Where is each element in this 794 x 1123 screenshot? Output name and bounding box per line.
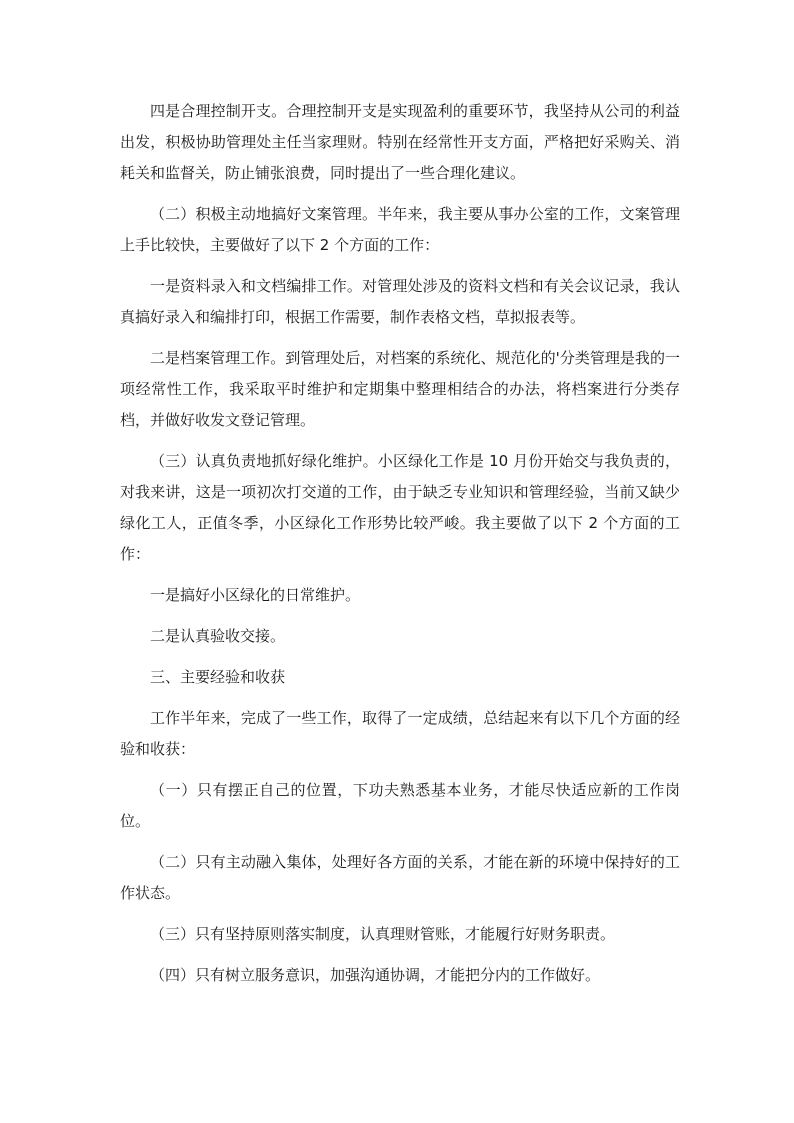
- paragraph-document-management: （二）积极主动地搞好文案管理。半年来，我主要从事办公室的工作，文案管理上手比较快，主要做好了以下 2 个方面的工作：: [120, 205, 680, 254]
- paragraph-experience-2: （二）只有主动融入集体，处理好各方面的关系，才能在新的环境中保持好的工作状态。: [120, 853, 680, 902]
- paragraph-experience-intro: 工作半年来，完成了一些工作，取得了一定成绩，总结起来有以下几个方面的经验和收获：: [120, 709, 680, 758]
- section-heading-experience: 三、主要经验和收获: [150, 668, 286, 686]
- paragraph-data-entry: 一是资料录入和文档编排工作。对管理处涉及的资料文档和有关会议记录，我认真搞好录入和编排打印，根据工作需要，制作表格文档，草拟报表等。: [120, 277, 680, 326]
- paragraph-daily-greening: 一是搞好小区绿化的日常维护。: [150, 586, 361, 604]
- paragraph-expense-control: 四是合理控制开支。合理控制开支是实现盈利的重要环节，我坚持从公司的利益出发，积极协助管理处主任当家理财。特别在经常性开支方面，严格把好采购关、消耗关和监督关，防止铺张浪费，同时提出了一些合理化建议。: [120, 102, 680, 182]
- paragraph-experience-4: （四）只有树立服务意识，加强沟通协调，才能把分内的工作做好。: [150, 966, 601, 984]
- paragraph-handover: 二是认真验收交接。: [150, 627, 286, 645]
- paragraph-greening-maintenance: （三）认真负责地抓好绿化维护。小区绿化工作是 10 月份开始交与我负责的，对我来讲，这是一项初次打交道的工作，由于缺乏专业知识和管理经验，当前又缺少绿化工人，正值冬季，小区绿化工作形势比较严峻。我主要做了以下 2 个方面的工作：: [120, 452, 680, 563]
- paragraph-archive-management: 二是档案管理工作。到管理处后，对档案的系统化、规范化的'分类管理是我的一项经常性工作，我采取平时维护和定期集中整理相结合的办法，将档案进行分类存档，并做好收发文登记管理。: [120, 349, 680, 429]
- document-body: [120, 96, 680, 1001]
- paragraph-experience-1: （一）只有摆正自己的位置，下功夫熟悉基本业务，才能尽快适应新的工作岗位。: [120, 781, 680, 830]
- paragraph-experience-3: （三）只有坚持原则落实制度，认真理财管账，才能履行好财务职责。: [150, 925, 616, 943]
